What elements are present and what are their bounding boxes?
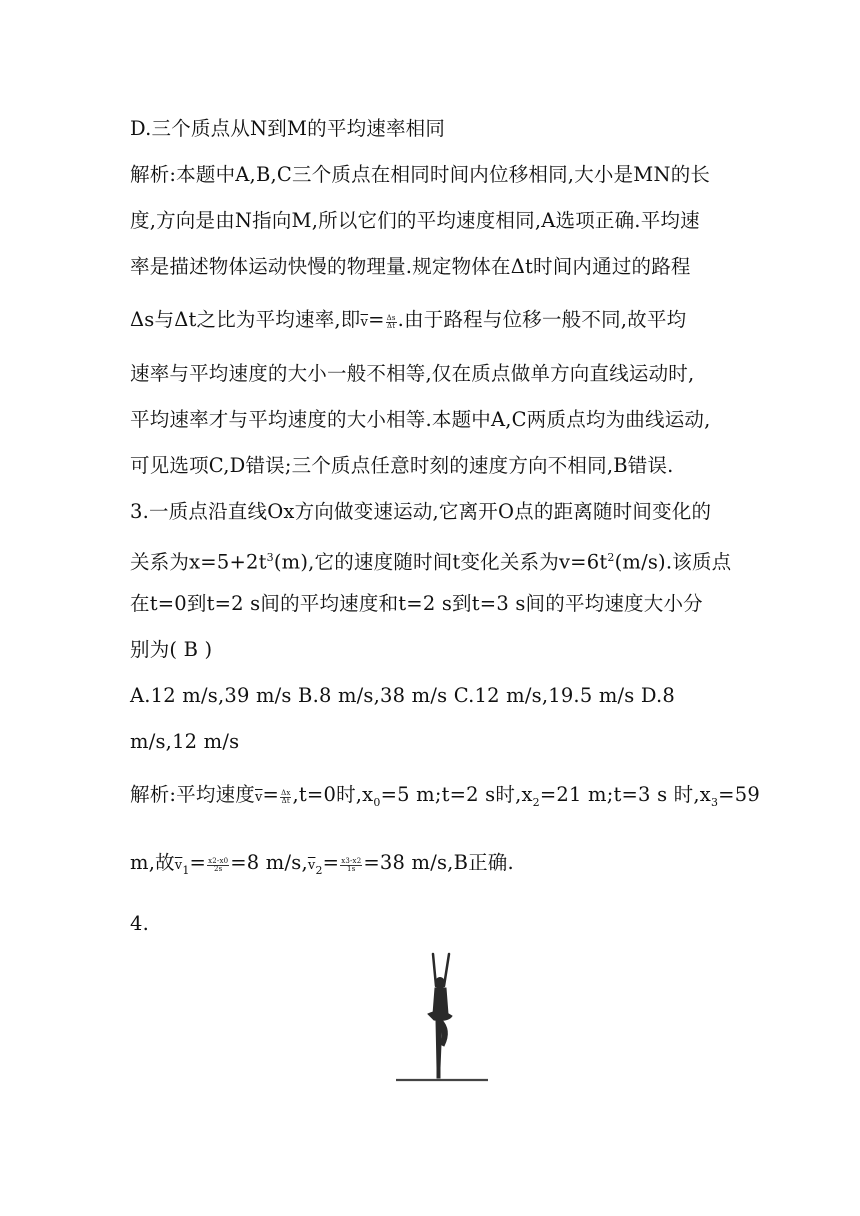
superscript: 3 — [266, 551, 274, 564]
subscript: 2 — [532, 795, 540, 809]
solution-line-1: 解析:本题中A,B,C三个质点在相同时间内位移相同,大小是MN的长 — [130, 163, 711, 186]
fraction-numerator: x3-x2 — [341, 857, 362, 865]
text-segment: ,t=0时,x — [292, 783, 374, 806]
solution-line-3: 率是描述物体运动快慢的物理量.规定物体在Δt时间内通过的路程 — [130, 255, 691, 278]
solution-line-2: 度,方向是由N指向M,所以它们的平均速度相同,A选项正确.平均速 — [130, 209, 700, 232]
solution-line-7: 可见选项C,D错误;三个质点任意时刻的速度方向不相同,B错误. — [130, 454, 674, 477]
v-bar-symbol: $\overline{v}$ — [254, 790, 263, 805]
solution-line-6: 平均速率才与平均速度的大小相等.本题中A,C两质点均为曲线运动, — [130, 408, 711, 431]
subscript: 0 — [373, 795, 381, 809]
question-3-line-3: 在t=0到t=2 s间的平均速度和t=2 s到t=3 s间的平均速度大小分 — [130, 592, 703, 615]
subscript: 1 — [182, 863, 190, 877]
fraction-denominator: 1s — [347, 865, 356, 873]
question-4-number: 4. — [130, 912, 150, 935]
equals-sign: = — [262, 783, 280, 806]
subscript: 2 — [315, 863, 323, 877]
fraction-denominator: 2s — [213, 865, 223, 873]
fraction — [340, 858, 362, 873]
ballet-dancer-figure — [392, 950, 492, 1090]
v-bar-symbol: $\overline{v}$ — [174, 858, 183, 873]
subscript: 3 — [710, 795, 719, 809]
question-3-line-4: 别为( B ) — [130, 638, 213, 661]
text-segment: =8 m/s, — [230, 851, 308, 874]
fraction-numerator: Δs — [386, 314, 396, 322]
fraction-denominator: Δt — [281, 797, 290, 805]
fraction — [207, 858, 229, 873]
text-segment: =5 m;t=2 s时,x — [380, 783, 533, 806]
fraction-denominator: Δt — [387, 322, 396, 330]
solution-line-5: 速率与平均速度的大小一般不相等,仅在质点做单方向直线运动时, — [130, 362, 695, 385]
superscript: 2 — [607, 551, 615, 564]
options-line-1: A.12 m/s,39 m/s B.8 m/s,38 m/s C.12 m/s,19.5 m/s D.8 — [130, 684, 676, 707]
fraction — [280, 790, 291, 805]
solution-line-4 — [130, 307, 686, 336]
text-segment: m,故 — [130, 851, 175, 874]
fraction-numerator: x2-x0 — [208, 857, 229, 865]
v-bar-symbol: $\overline{v}$ — [360, 315, 369, 330]
fraction-numerator: Δx — [281, 789, 291, 797]
solution-3-line-1 — [130, 782, 760, 816]
v-bar-symbol: $\overline{v}$ — [307, 858, 316, 873]
text-segment: =59 — [718, 783, 760, 806]
fraction — [386, 315, 397, 330]
text-segment: 关系为x=5+2t — [130, 550, 267, 574]
option-d-line: D.三个质点从N到M的平均速率相同 — [130, 117, 446, 140]
equals-sign: = — [368, 308, 385, 331]
text-segment: =38 m/s,B正确. — [363, 851, 514, 874]
equals-sign: = — [189, 851, 207, 874]
question-3-line-2 — [130, 545, 731, 576]
solution-3-line-2 — [130, 850, 514, 884]
equals-sign: = — [322, 851, 340, 874]
options-line-2: m/s,12 m/s — [130, 730, 240, 753]
text-segment: 解析:平均速度 — [130, 783, 255, 806]
text-segment: =21 m;t=3 s 时,x — [539, 783, 711, 806]
question-3-line-1: 3.一质点沿直线Ox方向做变速运动,它离开O点的距离随时间变化的 — [130, 500, 712, 523]
text-segment: (m),它的速度随时间t变化关系为v=6t — [273, 550, 608, 574]
text-segment: Δs与Δt之比为平均速率,即 — [130, 308, 361, 331]
text-segment: (m/s).该质点 — [614, 550, 732, 574]
text-segment: .由于路程与位移一般不同,故平均 — [397, 308, 687, 331]
